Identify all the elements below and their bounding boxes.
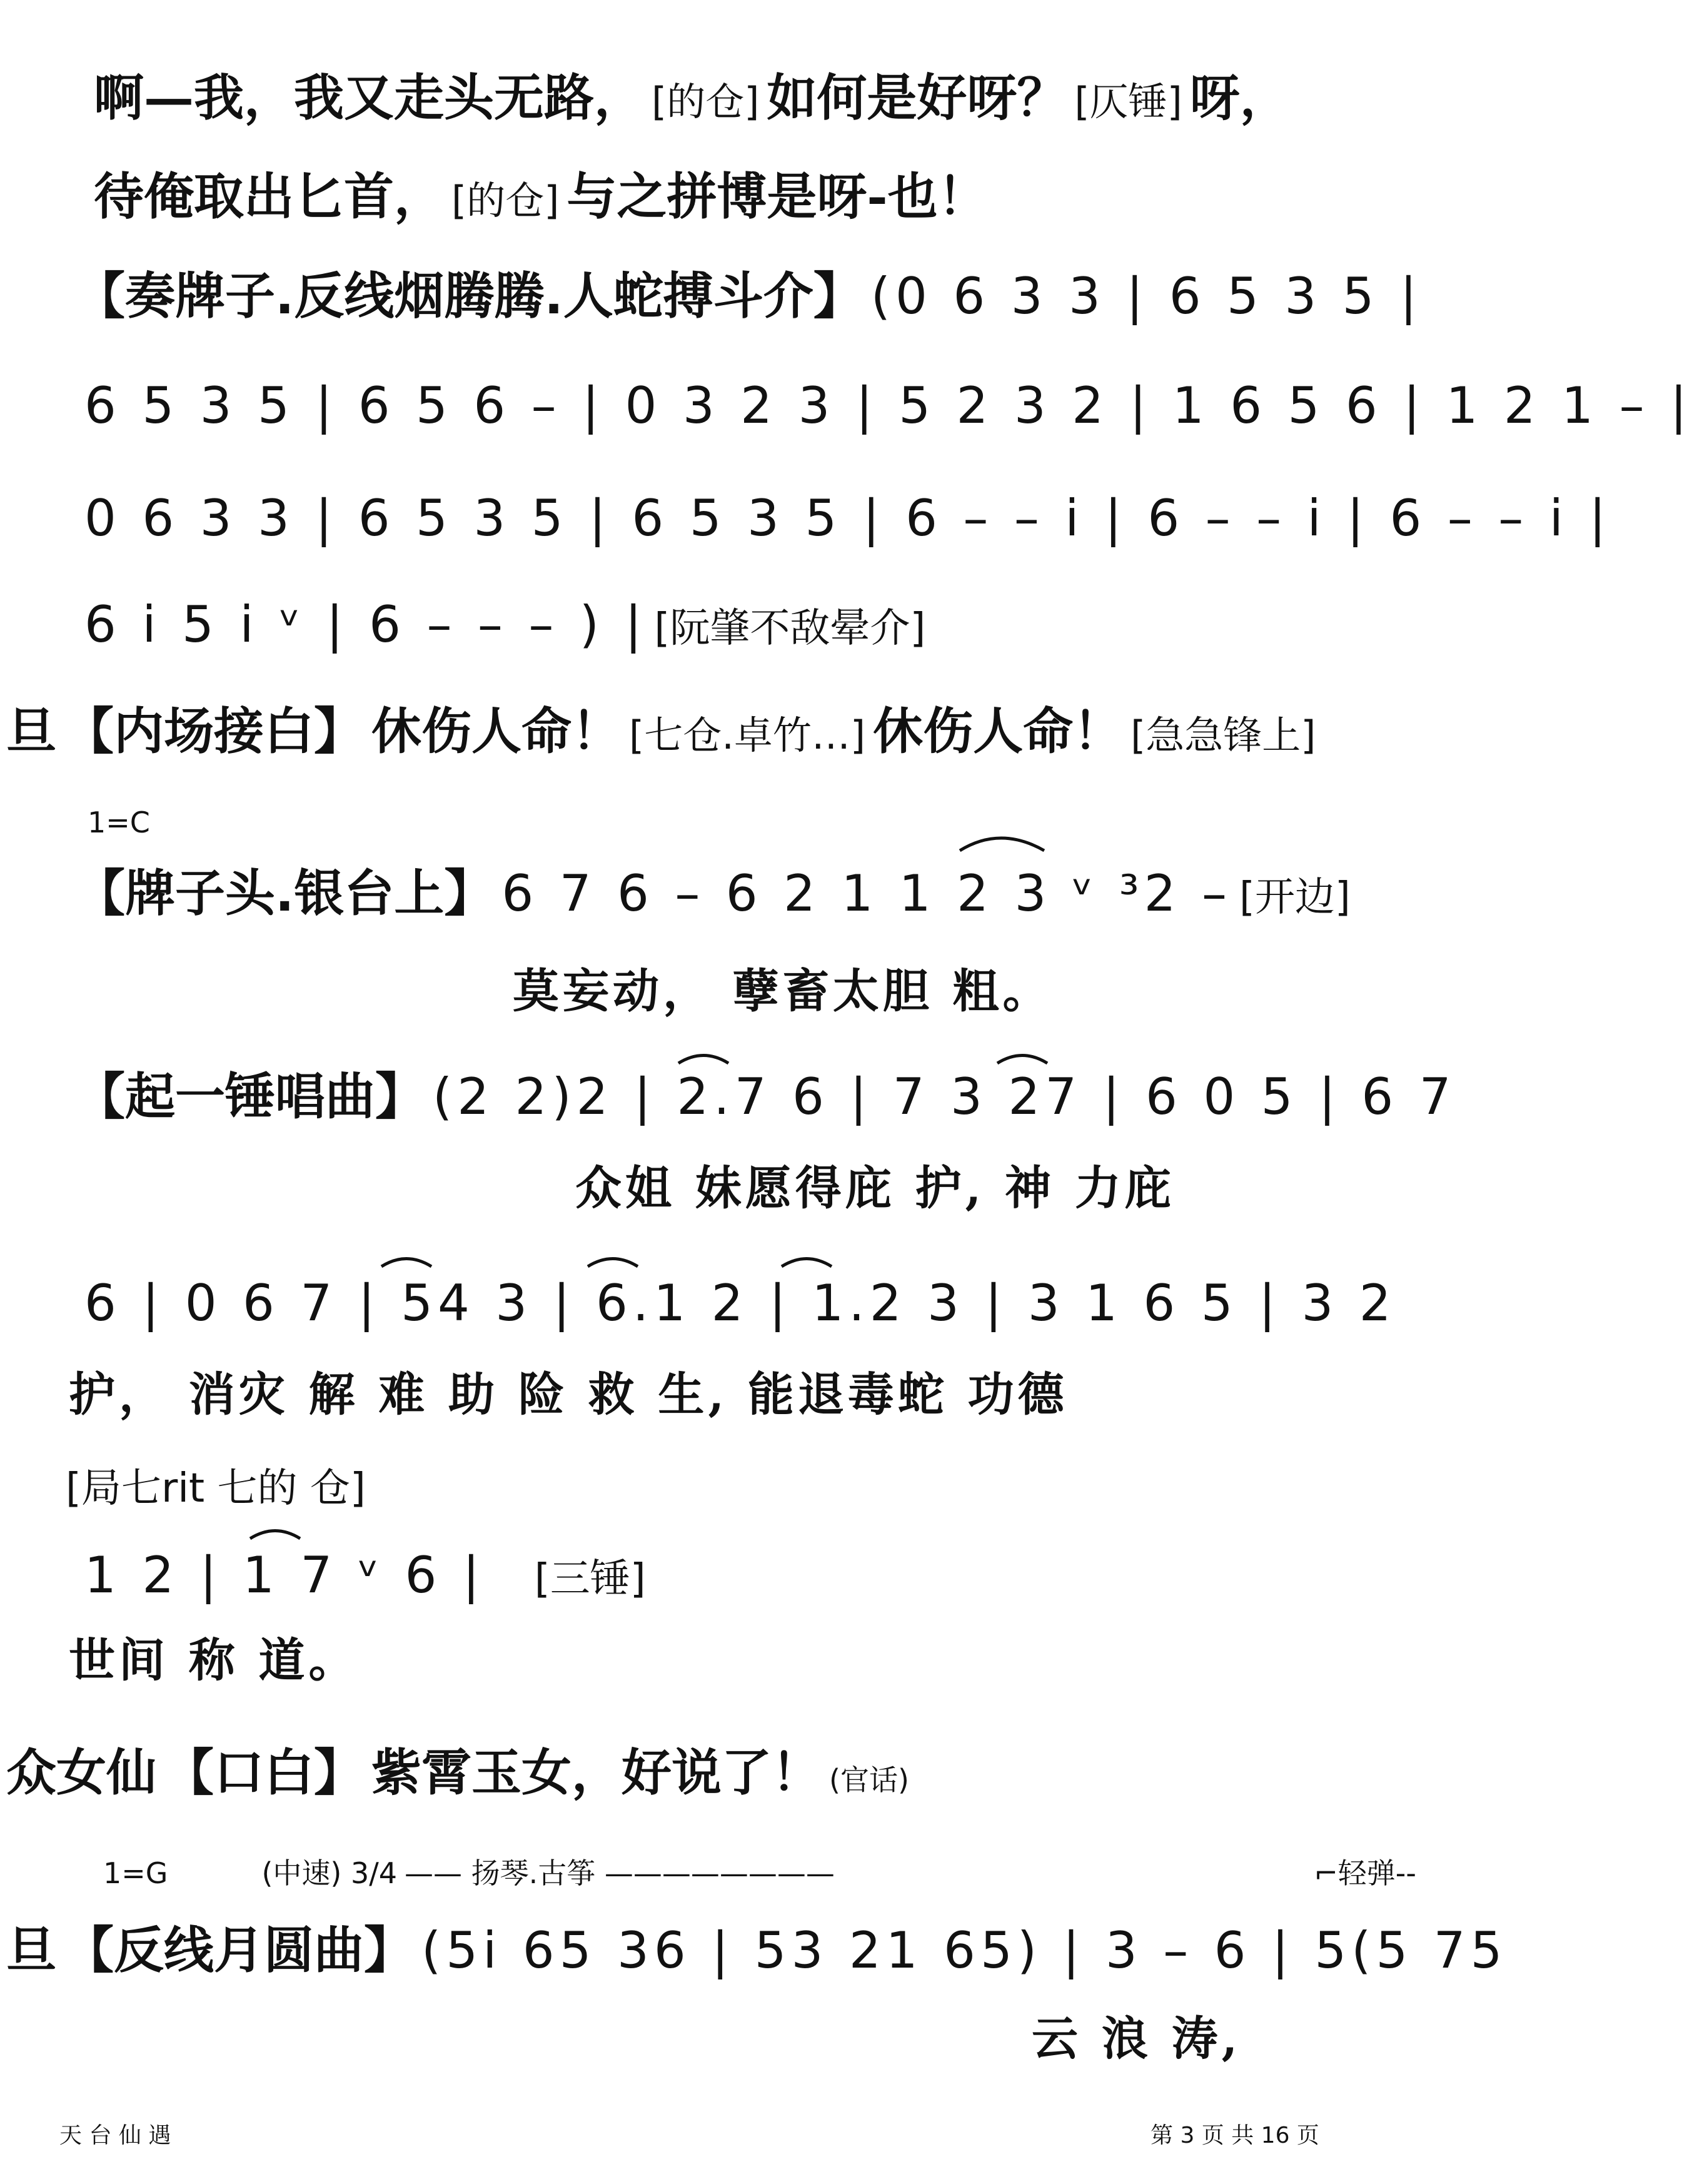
role-name: 旦 <box>6 702 56 761</box>
section-title: 【奏牌子.反线烟腾腾.人蛇搏斗介】 <box>75 267 864 325</box>
dialog-line-18 <box>6 1745 909 1801</box>
music-line-16 <box>84 1548 646 1603</box>
lyric-line-21: 云 浪 涛, <box>1032 2012 1242 2066</box>
slur-mark <box>782 1259 832 1267</box>
notation-line-5: 0 6 3 3 | 6 5 3 5 | 6 5 3 5 | 6 – – i | 6 – – i | 6 – – i | <box>84 489 1611 547</box>
percussion-cue: [七仓.卓竹…] <box>629 712 866 758</box>
notation: 1 2 | 1 7 ᵛ 6 | <box>84 1546 485 1604</box>
lyric-line-17: 世间 称 道。 <box>69 1634 359 1687</box>
music-line-3 <box>75 269 1422 324</box>
music-line-6 <box>84 597 925 652</box>
percussion-cue: [的仓] <box>652 79 760 124</box>
dialog-text: 休伤人命！ <box>873 702 1124 761</box>
tempo-line-19 <box>103 1858 1416 1889</box>
section-title: 【牌子头.银台上】 <box>75 864 495 923</box>
notation: (2 2)2 | 2.7 6 | 7 3 27 | 6 0 5 | 6 7 <box>433 1068 1456 1126</box>
slur-mark <box>588 1259 638 1267</box>
key-signature: 1=C <box>88 806 150 839</box>
lyric-line-10: 莫妄动， 孽畜太胆 粗。 <box>513 964 1053 1018</box>
notation: 6 7 6 – 6 2 1 1 2 3 ᵛ ³2 – <box>501 864 1232 923</box>
percussion-cue: [开边] <box>1239 874 1351 921</box>
dialog-line-1 <box>94 70 1290 126</box>
section-title: 【内场接白】 <box>64 702 364 761</box>
music-line-20 <box>6 1923 1508 1978</box>
dialog-text: 如何是好呀？ <box>767 68 1067 127</box>
key-signature: 1=G <box>103 1856 168 1890</box>
section-title: 【反线月圆曲】 <box>64 1921 414 1979</box>
slur-mark <box>381 1259 431 1267</box>
notation-line-13: 6 | 0 6 7 | 54 3 | 6.1 2 | 1.2 3 | 3 1 6 5 | 3 2 <box>84 1274 1396 1332</box>
slur-mark <box>997 1056 1047 1064</box>
dialog-text: 紫霄玉女，好说了！ <box>371 1743 822 1802</box>
dialog-text: 与之拼博是呀-也！ <box>567 167 988 226</box>
section-title: 【起一锤唱曲】 <box>75 1068 425 1126</box>
percussion-cue: [急急锋上] <box>1131 712 1316 758</box>
percussion-cue-line-15: [局七rit 七的 仓] <box>66 1465 366 1512</box>
percussion-cue: [的仓] <box>451 178 560 223</box>
page-number: 第 3 页 共 16 页 <box>1151 2123 1319 2148</box>
notation: (5i 65 36 | 53 21 65) | 3 – 6 | 5(5 75 <box>421 1921 1508 1979</box>
notation: (0 6 3 3 | 6 5 3 5 | <box>870 267 1422 325</box>
dynamics-marking: ⌐轻弹-- <box>1314 1856 1416 1890</box>
music-line-11 <box>75 1069 1456 1125</box>
lyric-line-12: 众姐 妹愿得庇 护, 神 力庇 <box>575 1161 1175 1215</box>
role-name: 旦 <box>6 1921 56 1979</box>
footer-title: 天 台 仙 遇 <box>59 2123 171 2148</box>
dialog-line-2 <box>94 169 988 225</box>
instrumentation: —— 扬琴.古筝 ———————— <box>405 1856 835 1890</box>
dialog-line-7 <box>6 704 1316 759</box>
stage-direction: [阮肇不敌晕介] <box>654 605 926 652</box>
notation: 6 i 5 i ᵛ | 6 – – – ) | <box>84 595 647 654</box>
dialog-text: 啊—我，我又走头无路， <box>94 68 644 127</box>
percussion-cue: [三锤] <box>534 1556 646 1602</box>
dialog-text: 待俺取出匕首， <box>94 167 444 226</box>
percussion-cue: [仄锤] <box>1074 79 1182 124</box>
lyric-line-14: 护， 消灾 解 难 助 险 救 生, 能退毒蛇 功德 <box>69 1368 1068 1422</box>
notation-line-4: 6 5 3 5 | 6 5 6 – | 0 3 2 3 | 5 2 3 2 | 1 6 5 6 | 1 2 1 – | <box>84 377 1692 435</box>
dialog-text: 呀， <box>1189 68 1290 127</box>
slur-mark <box>250 1531 300 1539</box>
slur-mark <box>678 1056 728 1064</box>
music-line-9 <box>75 866 1351 921</box>
dialog-text: 休伤人命！ <box>371 702 622 761</box>
slur-mark <box>960 838 1044 851</box>
role-name: 众女仙 <box>6 1744 156 1802</box>
speech-note: (官话) <box>829 1763 909 1797</box>
tempo-marking: (中速) 3/4 <box>261 1856 398 1890</box>
section-title: 【口白】 <box>164 1744 364 1802</box>
